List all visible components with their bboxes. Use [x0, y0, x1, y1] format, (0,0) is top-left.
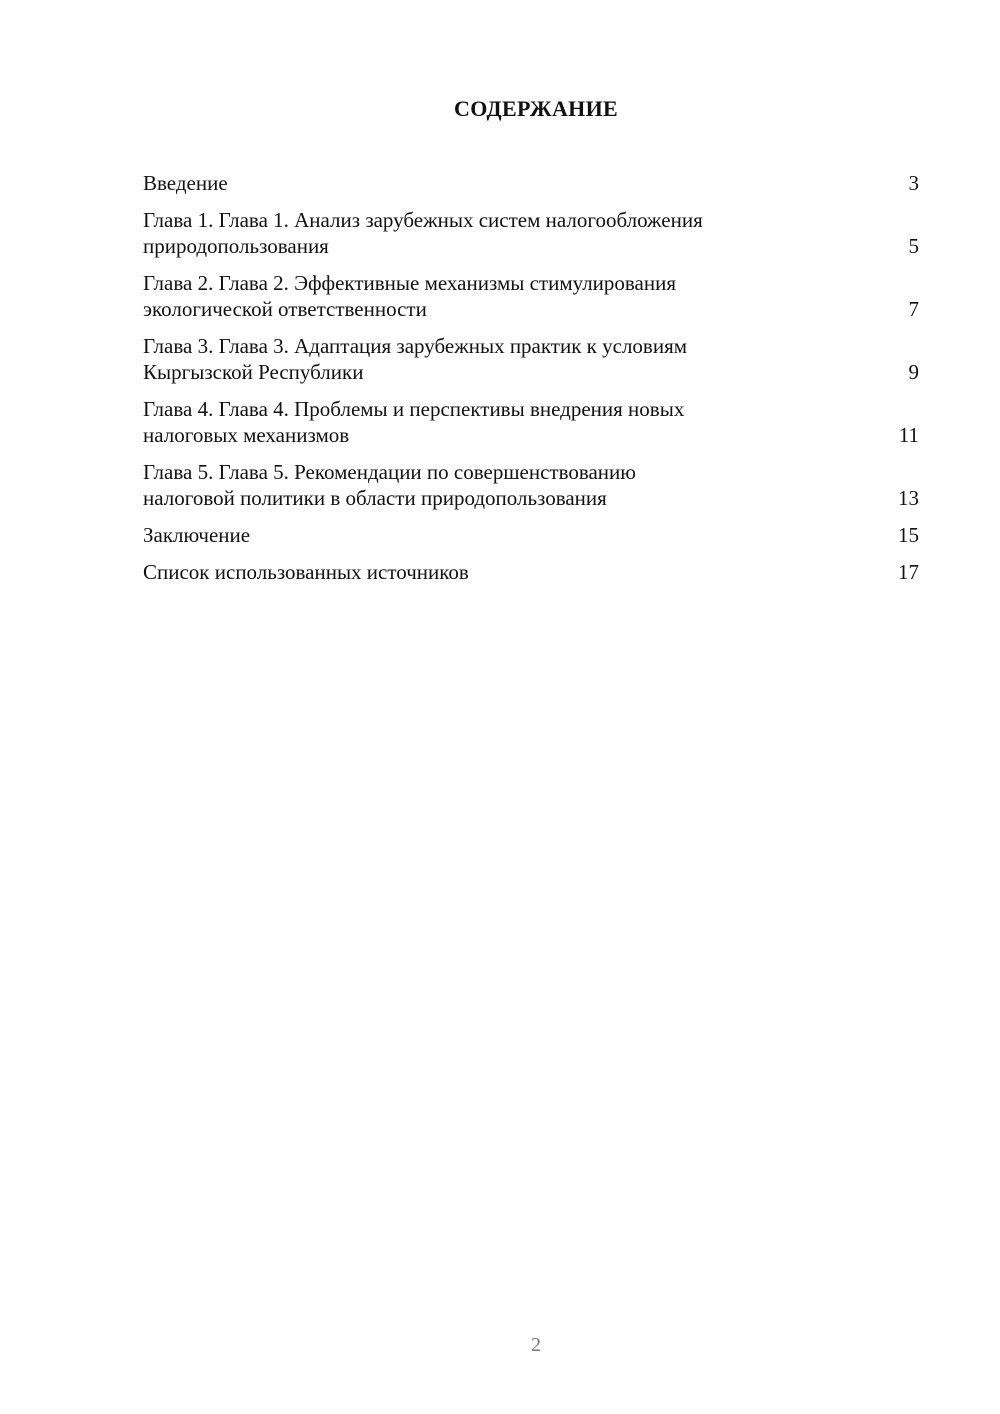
toc-entry-chapter-1: [143, 207, 919, 259]
toc-entry-chapter-4: [143, 396, 919, 448]
toc-entry-title: Глава 4. Глава 4. Проблемы и перспективы внедрения новых налоговых механизмов: [143, 397, 685, 447]
toc-entry-introduction: [143, 170, 919, 196]
toc-entry-title: Список использованных источников: [143, 560, 469, 584]
toc-entry-page: 15: [898, 523, 919, 547]
toc-entry-title: Введение: [143, 171, 228, 195]
toc-heading: СОДЕРЖАНИЕ: [454, 96, 618, 121]
toc-entry-chapter-3: [143, 333, 919, 385]
page-number: 2: [531, 1334, 541, 1356]
toc-entry-page: 5: [908, 234, 919, 258]
toc-entry-chapter-5: [143, 459, 919, 511]
toc-entry-page: 3: [908, 171, 919, 195]
toc-entry-references: [143, 559, 919, 585]
toc-entry-title: Глава 1. Глава 1. Анализ зарубежных систем налогообложения природопользования: [143, 208, 703, 258]
toc-entry-page: 13: [898, 486, 919, 510]
toc-entry-title: Заключение: [143, 523, 251, 547]
toc-entry-title: Глава 5. Глава 5. Рекомендации по совершенствованию налоговой политики в области природопользования: [143, 460, 636, 510]
toc-entry-title: Глава 2. Глава 2. Эффективные механизмы стимулирования экологической ответственности: [143, 271, 677, 321]
toc-entry-page: 7: [908, 297, 919, 321]
toc-entry-conclusion: [143, 522, 919, 548]
toc-entry-page: 9: [908, 360, 919, 384]
toc-entry-title: Глава 3. Глава 3. Адаптация зарубежных практик к условиям Кыргызской Республики: [143, 334, 688, 384]
toc-entry-page: 17: [898, 560, 919, 584]
table-of-contents: [143, 170, 919, 596]
toc-entry-page: 11: [898, 423, 919, 447]
toc-entry-chapter-2: [143, 270, 919, 322]
